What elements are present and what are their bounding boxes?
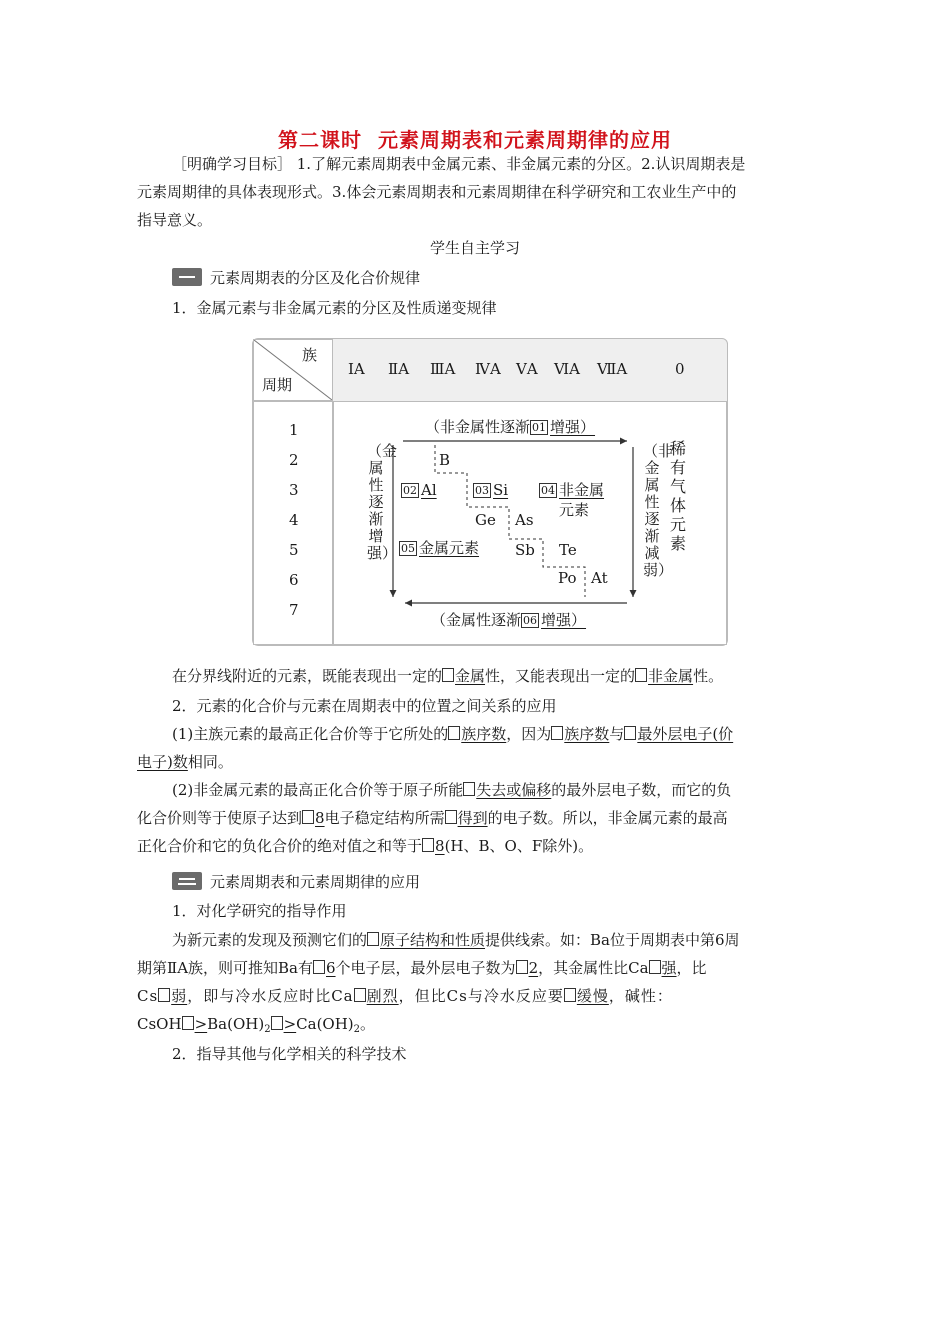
part2-heading [172,870,420,894]
header-group-label: 族 [302,346,318,364]
metal-label [399,537,479,558]
period-number: 4 [289,511,299,529]
part1-heading-text: 元素周期表的分区及化合价规律 [210,269,421,287]
element-te: Te [559,541,577,559]
blank-box [354,988,366,1002]
sub-heading-2: 2．元素的化合价与元素在周期表中的位置之间关系的应用 [172,697,557,715]
nonmetal-label [539,479,604,500]
part1-sub1: 1．金属元素与非金属元素的分区及性质递变规律 [172,299,497,317]
periodic-table-diagram [252,338,728,646]
text: (2)非金属元素的最高正化合价等于原子所能 [172,781,464,799]
text: (H、B、O、F除外)。 [444,837,594,855]
top-label-b: 增强） [550,418,596,436]
element-as: As [515,511,534,529]
text: 在分界线附近的元素，既能表现出一定的 [172,667,443,685]
goals-line-2: 元素周期律的具体表现形式。3.体会元素周期表和元素周期律在科学研究和工农业生产中的 [137,183,737,201]
group-label: ⅢA [430,360,456,378]
blank-box [649,960,661,974]
blank-box [442,668,454,682]
subscript: 2 [353,1024,361,1035]
answer: 弱 [171,987,188,1005]
answer: 2 [528,959,539,977]
group-label: ⅤA [516,360,538,378]
element-ge: Ge [475,511,496,529]
text: 电子稳定结构所需 [324,809,445,827]
element-sb: Sb [515,541,535,559]
blank-box [158,988,170,1002]
blank-box [271,1016,283,1030]
answer: > [194,1015,208,1033]
paragraph-ba-1 [172,928,740,952]
blank-box [624,726,636,740]
group-label: ⅦA [597,360,628,378]
top-label-a: （非金属性逐渐 [425,418,531,436]
paragraph-ba-4 [137,1012,375,1042]
al-label [401,481,437,499]
answer: 6 [326,959,336,977]
paragraph-ba-3 [137,984,673,1008]
page-title [0,124,950,153]
group-label: ⅣA [475,360,501,378]
section-two-icon [172,872,202,890]
blank-03: 03 [475,484,489,497]
top-arrow-label [423,416,597,437]
answer: 族序数 [461,725,507,743]
blank-02: 02 [403,484,417,497]
part2-sub1: 1．对化学研究的指导作用 [172,902,347,920]
part2-heading-text: 元素周期表和元素周期律的应用 [210,873,421,891]
header-period-label: 周期 [262,376,293,394]
period-number: 2 [289,451,299,469]
title-main: 元素周期表和元素周期律的应用 [378,128,672,152]
answer: 强 [661,959,677,977]
subscript: 2 [264,1024,271,1035]
group-label: ⅥA [554,360,580,378]
paragraph-valence-2-line3 [137,834,593,858]
metal-text: 金属元素 [419,539,480,557]
nonmetal-text-b: 元素 [559,501,590,519]
noble-gas-label: 稀有气体元素 [669,439,686,553]
paragraph-valence-1-cont [137,750,233,774]
text: 正化合价和它的负化合价的绝对值之和等于 [137,837,423,855]
right-vertical-label: （非金属性逐渐减弱） [643,442,674,579]
text: 为新元素的发现及预测它们的 [172,931,368,949]
period-number: 5 [289,541,299,559]
blank-box [635,668,647,682]
answer: 最外层电子(价 [637,725,734,743]
answer: 原子结构和性质 [380,931,486,949]
section-one-icon [172,268,202,286]
paragraph-valence-2 [172,778,731,802]
text: 化合价则等于使原子达到 [137,809,303,827]
answer: > [283,1015,297,1033]
element-po: Po [558,569,577,587]
paragraph-ba-2 [137,956,707,980]
si-label [473,481,508,499]
paragraph-valence-1 [172,722,733,746]
text: 的电子数。所以，非金属元素的最高 [487,809,728,827]
text: 期第ⅡA族，则可推知Ba有 [137,959,313,977]
blank-box [422,838,434,852]
group-label: ⅡA [388,360,410,378]
blank-box [564,988,576,1002]
answer: 电子)数 [137,753,188,771]
paragraph-valence-2-line2 [137,806,728,830]
blank-box [182,1016,194,1030]
blank-06: 06 [523,614,538,627]
answer: 得到 [457,809,488,827]
text: 的最外层电子数，而它的负 [551,781,732,799]
blank-box [445,810,457,824]
left-vertical-label: （金属性逐渐增强） [367,442,398,562]
goals-line-3: 指导意义。 [137,211,213,229]
blank-01: 01 [532,421,547,434]
text: ，即与冷水反应时比Ca [187,987,354,1005]
answer: 缓慢 [576,987,609,1005]
bottom-label-a: （金属性逐渐 [431,611,522,629]
period-number: 3 [289,481,299,499]
text: ，因为 [506,725,552,743]
title-part: 第二课时 [278,128,362,152]
period-number: 1 [289,421,299,439]
answer: 失去或偏移 [476,781,552,799]
period-number: 7 [289,601,299,619]
last-sub-heading: 2．指导其他与化学相关的科学技术 [172,1045,407,1063]
text: ，碱性： [608,987,673,1005]
answer: 非金属 [648,667,694,685]
blank-04: 04 [541,484,555,497]
blank-box [463,782,475,796]
text: 与 [609,725,625,743]
part1-heading [172,266,420,290]
blank-box [516,960,528,974]
element-si: Si [493,481,509,499]
text: CsOH [137,1015,182,1033]
text: ，其金属性比Ca [538,959,649,977]
group-label: 0 [675,360,685,378]
bottom-arrow-label [431,609,586,630]
blank-box [302,810,314,824]
answer: 8 [435,837,445,855]
blank-box [448,726,460,740]
paragraph-boundary [172,664,723,688]
goals-line-1: ［明确学习目标］ 1.了解元素周期表中金属元素、非金属元素的分区。2.认识周期表是 [172,155,746,173]
text: ，比 [676,959,707,977]
text: 相同。 [187,753,233,771]
element-at: At [591,569,608,587]
blank-05: 05 [401,542,415,555]
answer: 族序数 [564,725,610,743]
text: Ca(OH) [296,1015,354,1033]
bottom-label-b: 增强） [541,611,587,629]
text: (1)主族元素的最高正化合价等于它所处的 [172,725,449,743]
answer: 8 [315,809,325,827]
text: Ba(OH) [207,1015,265,1033]
text: ，但比Cs与冷水反应要 [398,987,564,1005]
nonmetal-text-a: 非金属 [559,481,605,499]
section-heading: 学生自主学习 [429,239,520,257]
answer: 金属 [455,667,486,685]
text: 个电子层，最外层电子数为 [335,959,516,977]
group-label: ⅠA [348,360,365,378]
blank-box [551,726,563,740]
text: 提供线索。如：Ba位于周期表中第6周 [485,931,740,949]
element-al: Al [421,481,437,499]
blank-box [313,960,325,974]
answer: 剧烈 [366,987,399,1005]
text: Cs [137,987,159,1005]
period-number: 6 [289,571,299,589]
element-b: B [439,451,451,469]
blank-box [367,932,379,946]
text: 。 [360,1015,376,1033]
text: 性，又能表现出一定的 [485,667,636,685]
text: 性。 [693,667,724,685]
